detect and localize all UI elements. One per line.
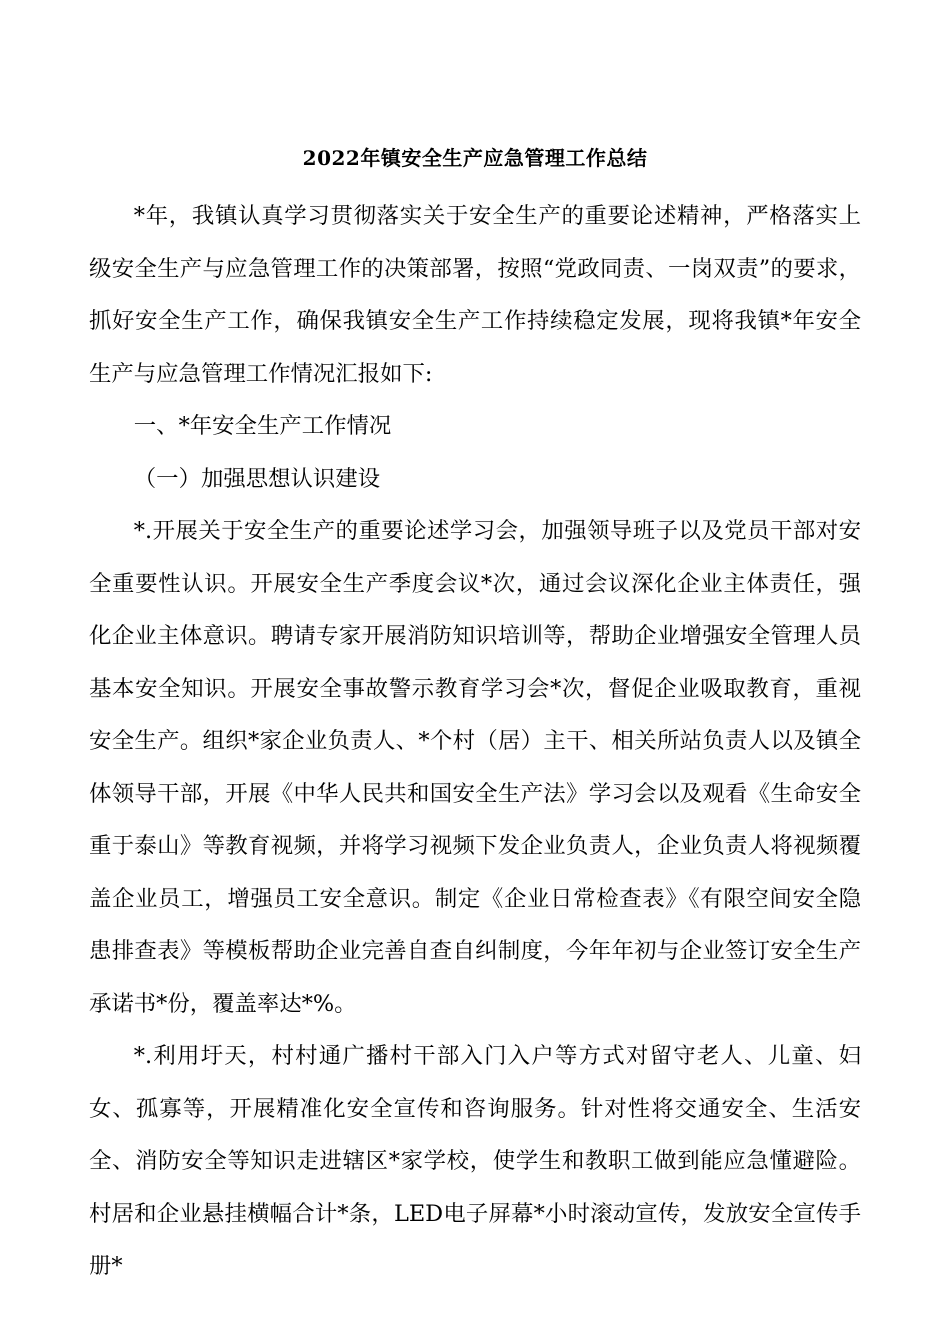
body-paragraph-2: *.利用圩天，村村通广播村干部入门入户等方式对留守老人、儿童、妇女、孤寡等，开展精准化安全宣传和咨询服务。针对性将交通安全、生活安全、消防安全等知识走进辖区*家学校，使学生和教职工做到能应急懂避险。村居和企业悬挂横幅合计*条，LED电子屏幕*小时滚动宣传，发放安全宣传手册*	[89, 1043, 861, 1279]
section-heading: 一、*年安全生产工作情况	[133, 413, 392, 439]
document-body	[89, 190, 861, 1293]
document-title: 2022年镇安全生产应急管理工作总结	[302, 146, 648, 170]
intro-paragraph: *年，我镇认真学习贯彻落实关于安全生产的重要论述精神，严格落实上级安全生产与应急管理工作的决策部署，按照“党政同责、一岗双责”的要求，抓好安全生产工作，确保我镇安全生产工作持续稳定发展，现将我镇*年安全生产与应急管理工作情况汇报如下:	[89, 203, 861, 387]
body-paragraph-1: *.开展关于安全生产的重要论述学习会，加强领导班子以及党员干部对安全重要性认识。开展安全生产季度会议*次，通过会议深化企业主体责任，强化企业主体意识。聘请专家开展消防知识培训等，帮助企业增强安全管理人员基本安全知识。开展安全事故警示教育学习会*次，督促企业吸取教育，重视安全生产。组织*家企业负责人、*个村（居）主干、相关所站负责人以及镇全体领导干部，开展《中华人民共和国安全生产法》学习会以及观看《生命安全重于泰山》等教育视频，并将学习视频下发企业负责人，企业负责人将视频覆盖企业员工，增强员工安全意识。制定《企业日常检查表》《有限空间安全隐患排查表》等模板帮助企业完善自查自纠制度，今年年初与企业签订安全生产承诺书*份，覆盖率达*%。	[89, 518, 861, 1017]
subsection-heading: （一）加强思想认识建设	[133, 465, 381, 492]
